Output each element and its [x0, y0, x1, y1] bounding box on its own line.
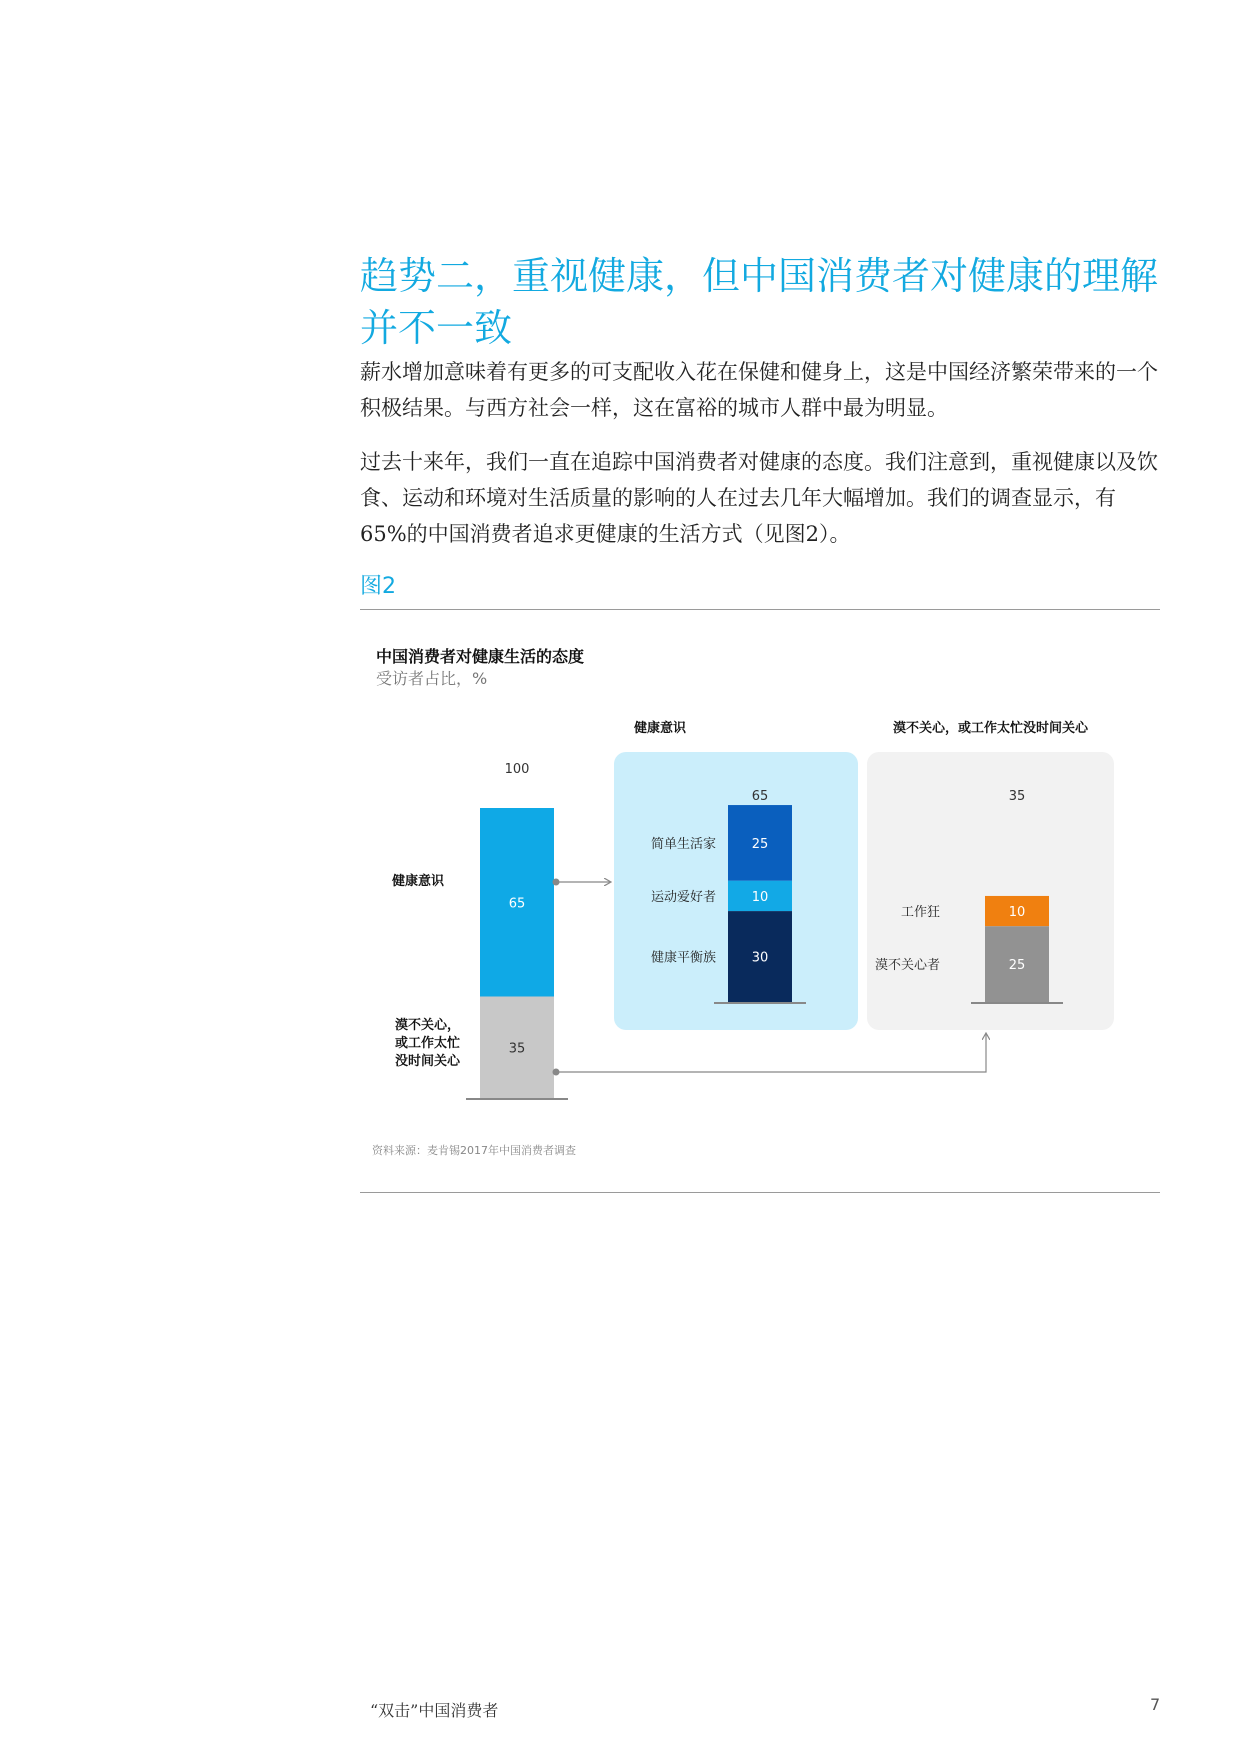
panel-title-indifferent: 漠不关心，或工作太忙没时间关心 [893, 721, 1089, 736]
panel-indifferent-label-workaholics: 工作狂 [900, 905, 940, 921]
main-label-indifferent-line-2: 或工作太忙 [395, 1036, 461, 1051]
panel-health-label-sports-lovers: 运动爱好者 [650, 889, 716, 905]
main-bar-value-indifferent: 35 [508, 1041, 526, 1057]
main-label-indifferent-line-3: 没时间关心 [395, 1054, 461, 1069]
panel-health-value-simple-living: 25 [751, 836, 769, 852]
panel-indifferent-value-indifferent: 25 [1008, 958, 1026, 974]
chart-source: 资料来源：麦肯锡2017年中国消费者调查 [372, 1144, 576, 1157]
figure-label: 图2 [360, 574, 396, 599]
main-label-health: 健康意识 [392, 874, 445, 889]
paragraph-1: 薪水增加意味着有更多的可支配收入花在保健和健身上，这是中国经济繁荣带来的一个积极结果。与西方社会一样，这在富裕的城市人群中最为明显。 [360, 360, 1158, 420]
main-bar-value-health: 65 [508, 896, 526, 912]
figure-bottom-rule [360, 1192, 1160, 1193]
main-bar-total: 100 [504, 762, 530, 777]
footer-report-title: “双击”中国消费者 [370, 1701, 499, 1720]
main-bar [466, 762, 568, 1099]
paragraph-2: 过去十来年，我们一直在追踪中国消费者对健康的态度。我们注意到，重视健康以及饮食、运动和环境对生活质量的影响的人在过去几年大幅增加。我们的调查显示，有65%的中国消费者追求更健康的生活方式（见图2）。 [360, 450, 1158, 546]
chart-subtitle: 受访者占比，% [376, 669, 488, 688]
section-heading: 趋势二，重视健康，但中国消费者对健康的理解并不一致 [360, 254, 1159, 350]
page-number: 7 [1150, 1695, 1161, 1714]
chart-title: 中国消费者对健康生活的态度 [376, 647, 585, 666]
panel-title-health: 健康意识 [634, 721, 687, 736]
panel-health-value-balanced: 30 [751, 950, 769, 966]
panel-indifferent-value-workaholics: 10 [1008, 905, 1026, 921]
panel-health-total: 65 [751, 789, 769, 804]
main-label-indifferent-line-1: 漠不关心， [395, 1018, 461, 1033]
panel-health-value-sports-lovers: 10 [751, 889, 769, 905]
panel-indifferent-label-indifferent: 漠不关心者 [874, 958, 940, 974]
panel-health-label-simple-living: 简单生活家 [650, 836, 716, 852]
main-label-indifferent [395, 1017, 465, 1069]
connector-arrow-indifferent [556, 1034, 986, 1072]
panel-health-label-balanced: 健康平衡族 [650, 950, 716, 966]
panel-indifferent-total: 35 [1008, 789, 1026, 804]
